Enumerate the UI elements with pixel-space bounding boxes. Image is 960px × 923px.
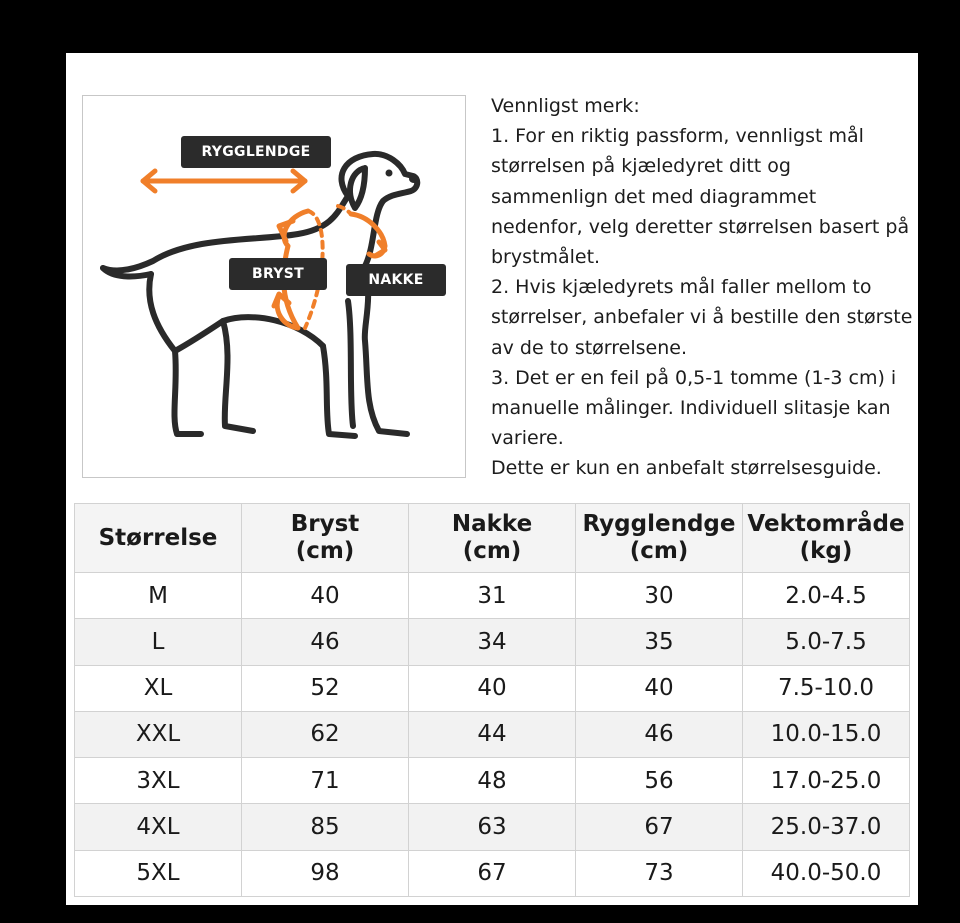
cell-size: 3XL — [75, 758, 242, 804]
note-line: av de to størrelsene. — [491, 336, 688, 359]
header-size: Størrelse — [75, 504, 242, 573]
note-line: brystmålet. — [491, 246, 601, 269]
size-chart-table — [74, 503, 910, 897]
cell-chest: 85 — [242, 804, 409, 850]
cell-back-length: 73 — [576, 850, 743, 896]
cell-back-length: 30 — [576, 573, 743, 619]
neck-label: NAKKE — [346, 264, 446, 296]
cell-neck: 34 — [409, 619, 576, 665]
cell-neck: 48 — [409, 758, 576, 804]
cell-chest: 46 — [242, 619, 409, 665]
measurement-notes — [491, 91, 918, 484]
cell-weight: 25.0-37.0 — [743, 804, 910, 850]
back-length-label: RYGGLENDGE — [181, 136, 331, 168]
cell-neck: 67 — [409, 850, 576, 896]
note-line: variere. — [491, 427, 564, 450]
cell-back-length: 40 — [576, 665, 743, 711]
note-line: manuelle målinger. Individuell slitasje kan — [491, 397, 891, 420]
cell-size: XL — [75, 665, 242, 711]
header-chest: Bryst (cm) — [242, 504, 409, 573]
cell-back-length: 35 — [576, 619, 743, 665]
table-header-row — [75, 504, 910, 573]
cell-back-length: 56 — [576, 758, 743, 804]
cell-weight: 5.0-7.5 — [743, 619, 910, 665]
cell-size: L — [75, 619, 242, 665]
cell-chest: 98 — [242, 850, 409, 896]
cell-weight: 40.0-50.0 — [743, 850, 910, 896]
table-row — [75, 665, 910, 711]
table-row — [75, 573, 910, 619]
table-row — [75, 758, 910, 804]
cell-neck: 40 — [409, 665, 576, 711]
table-row — [75, 804, 910, 850]
cell-neck: 63 — [409, 804, 576, 850]
note-line: størrelsen på kjæledyret ditt og — [491, 155, 791, 178]
note-line: 2. Hvis kjæledyrets mål faller mellom to — [491, 276, 872, 299]
table-row — [75, 850, 910, 896]
note-line: Dette er kun en anbefalt størrelsesguide. — [491, 457, 882, 480]
cell-chest: 62 — [242, 711, 409, 757]
header-back-length: Rygglendge (cm) — [576, 504, 743, 573]
chest-label: BRYST — [229, 258, 327, 290]
cell-size: M — [75, 573, 242, 619]
note-line: sammenlign det med diagrammet — [491, 185, 817, 208]
cell-neck: 44 — [409, 711, 576, 757]
cell-size: 4XL — [75, 804, 242, 850]
cell-chest: 71 — [242, 758, 409, 804]
note-line: størrelser, anbefaler vi å bestille den største — [491, 306, 913, 329]
header-weight-range: Vektområde (kg) — [743, 504, 910, 573]
note-line: 1. For en riktig passform, vennligst mål — [491, 125, 864, 148]
cell-weight: 2.0-4.5 — [743, 573, 910, 619]
cell-chest: 40 — [242, 573, 409, 619]
cell-back-length: 46 — [576, 711, 743, 757]
cell-size: 5XL — [75, 850, 242, 896]
cell-weight: 7.5-10.0 — [743, 665, 910, 711]
cell-back-length: 67 — [576, 804, 743, 850]
size-guide-sheet — [66, 53, 918, 905]
notes-heading: Vennligst merk: — [491, 95, 640, 117]
cell-chest: 52 — [242, 665, 409, 711]
cell-neck: 31 — [409, 573, 576, 619]
dog-measurement-diagram — [82, 95, 466, 478]
note-line: 3. Det er en feil på 0,5-1 tomme (1-3 cm) i — [491, 366, 897, 389]
cell-size: XXL — [75, 711, 242, 757]
table-row — [75, 711, 910, 757]
cell-weight: 10.0-15.0 — [743, 711, 910, 757]
note-line: nedenfor, velg deretter størrelsen basert på — [491, 215, 910, 238]
header-neck: Nakke (cm) — [409, 504, 576, 573]
cell-weight: 17.0-25.0 — [743, 758, 910, 804]
table-row — [75, 619, 910, 665]
